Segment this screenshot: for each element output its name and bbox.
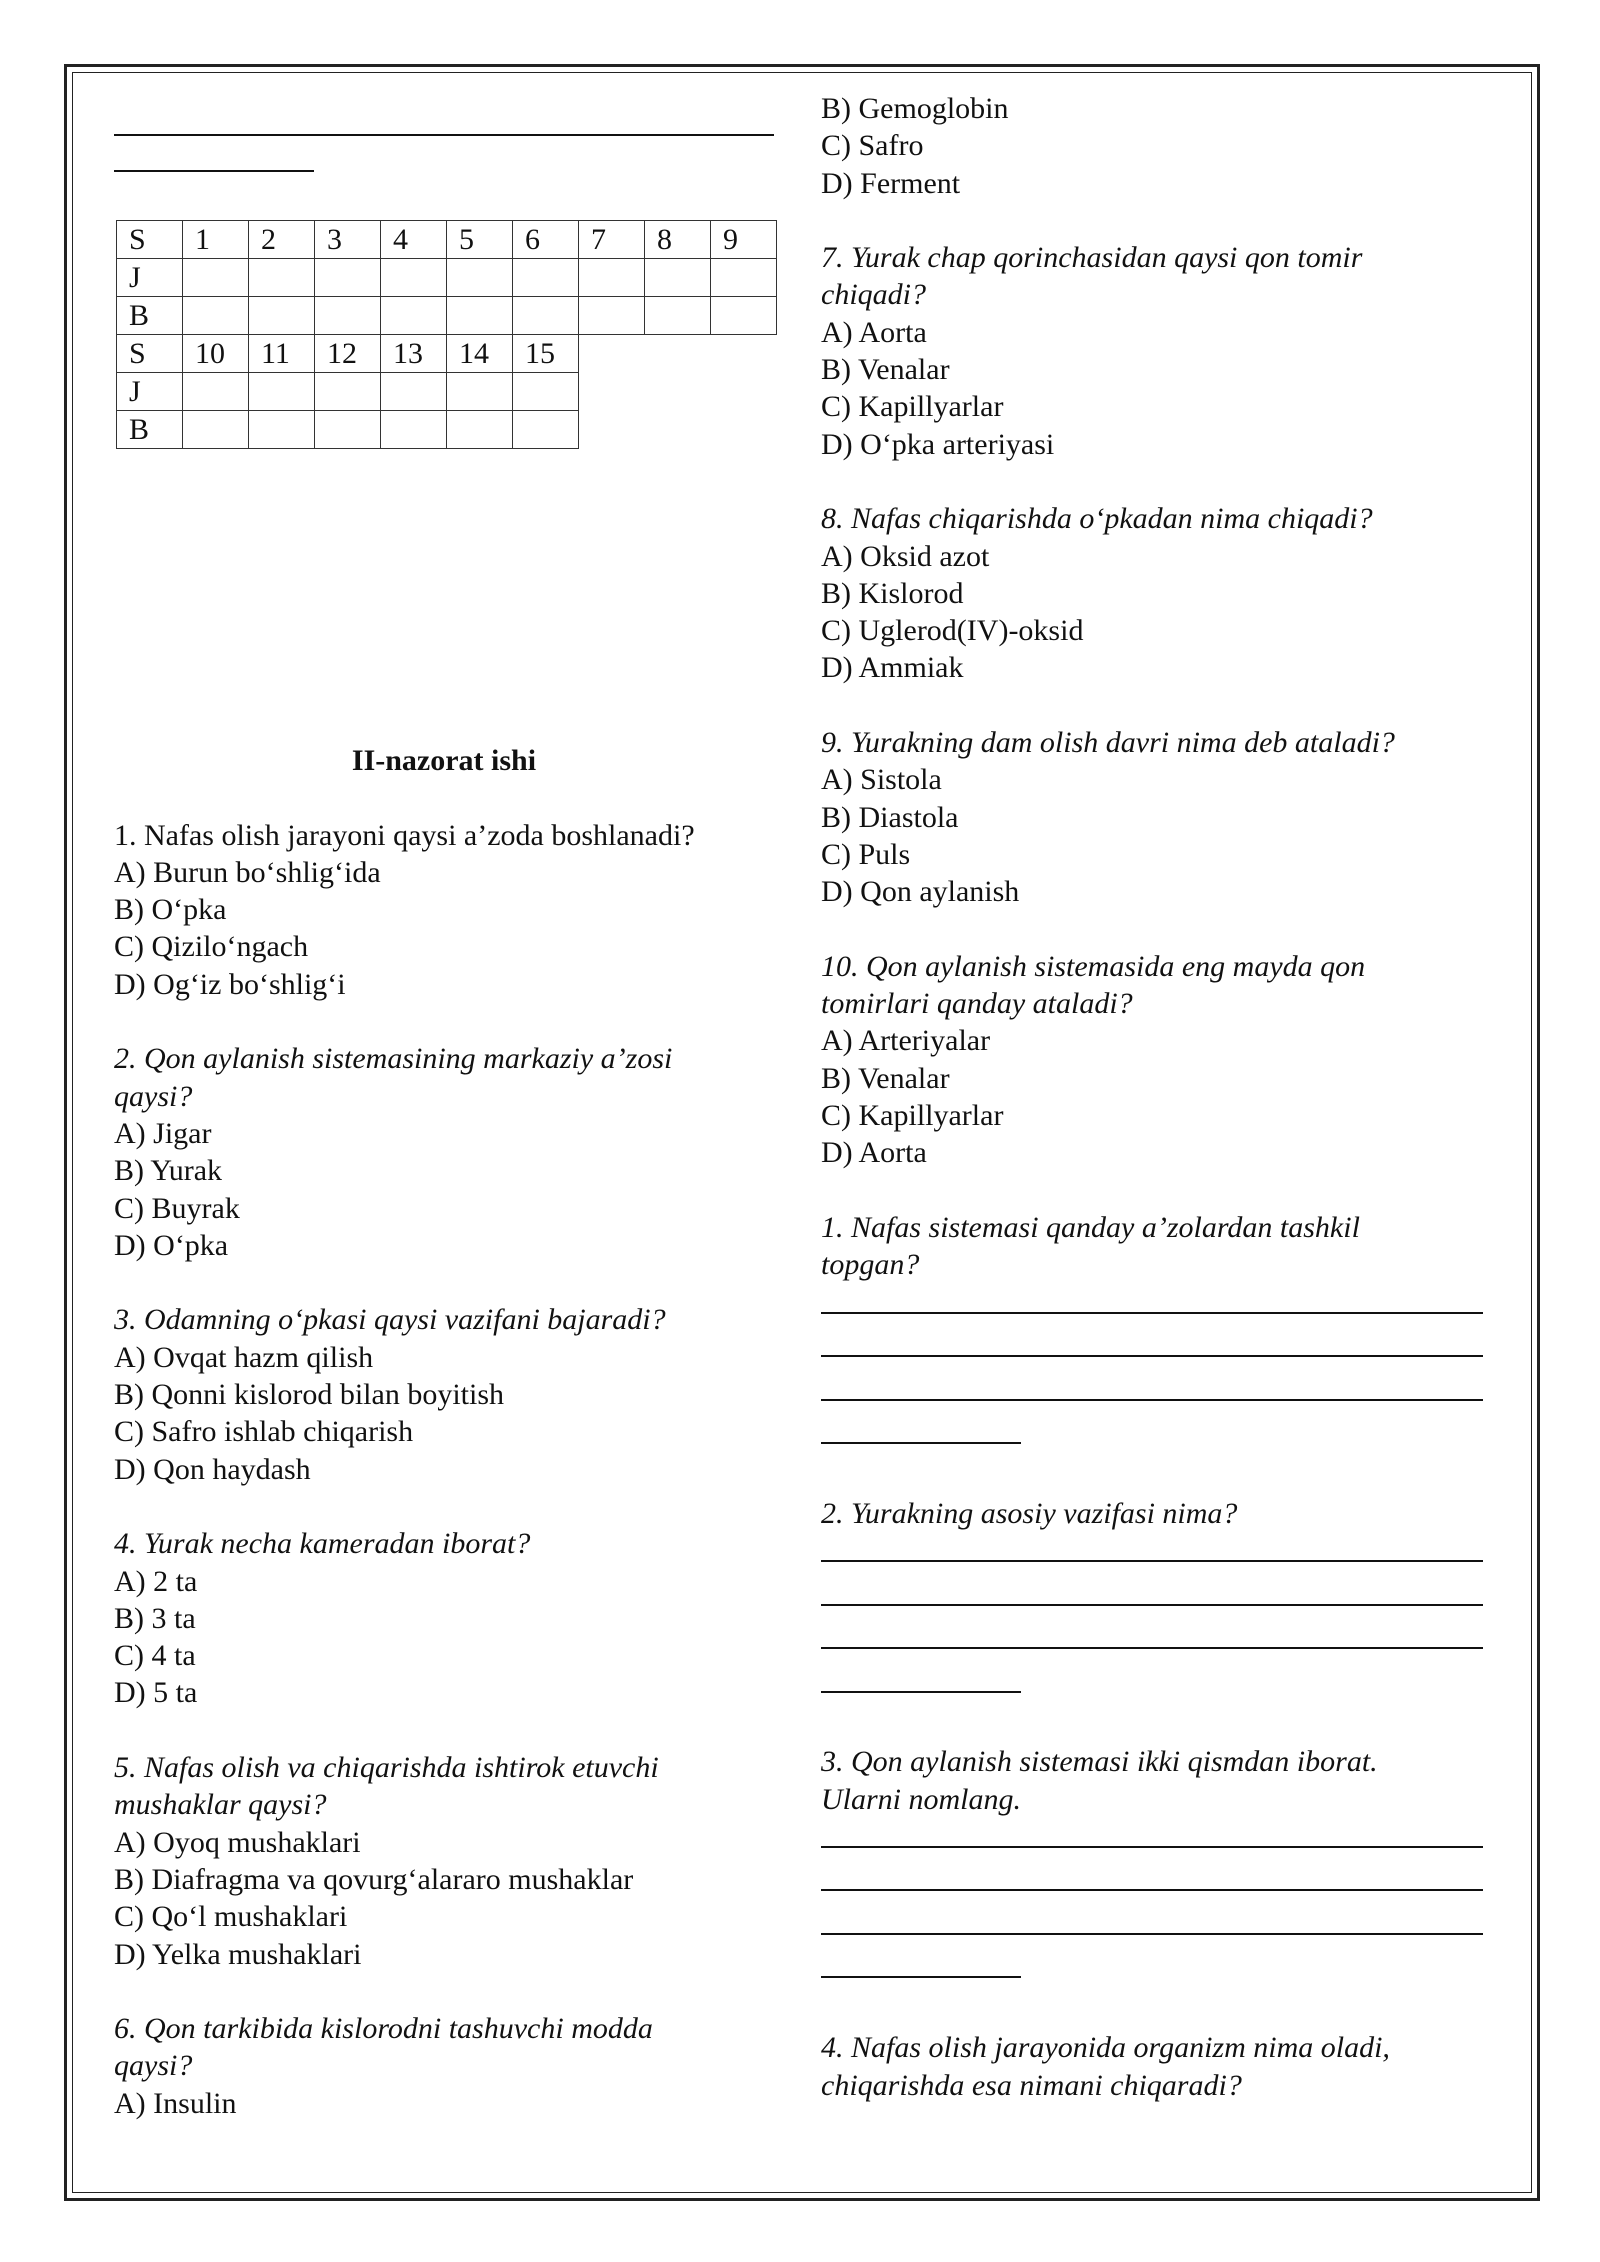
answer-grid-cell: 7 bbox=[579, 221, 645, 259]
answer-grid-cell bbox=[645, 297, 711, 335]
answer-grid-empty bbox=[645, 411, 711, 449]
question-text: tomirlari qanday ataladi? bbox=[821, 987, 1133, 1021]
answer-line bbox=[821, 1414, 1021, 1444]
open-questions bbox=[821, 1209, 1483, 2104]
answer-grid-cell: 2 bbox=[249, 221, 315, 259]
answer-option: A) Insulin bbox=[114, 2086, 237, 2120]
answer-option: B) O‘pka bbox=[114, 893, 227, 927]
answer-line bbox=[821, 1948, 1021, 1978]
answer-grid-cell: 1 bbox=[183, 221, 249, 259]
open-question-text: 1. Nafas sistemasi qanday a’zolardan tashkil bbox=[821, 1210, 1360, 1244]
left-column bbox=[114, 90, 774, 186]
answer-option: B) 3 ta bbox=[114, 1601, 196, 1635]
answer-option: A) Burun bo‘shlig‘ida bbox=[114, 855, 381, 889]
answer-grid-cell bbox=[315, 259, 381, 297]
question-text: 6. Qon tarkibida kislorodni tashuvchi modda bbox=[114, 2012, 653, 2046]
answer-grid-cell bbox=[381, 259, 447, 297]
answer-option: A) Sistola bbox=[821, 763, 942, 797]
answer-line bbox=[821, 1619, 1483, 1649]
answer-grid-row bbox=[117, 335, 777, 373]
answer-grid-cell: 8 bbox=[645, 221, 711, 259]
answer-option: C) 4 ta bbox=[114, 1639, 196, 1673]
answer-grid-cell bbox=[315, 411, 381, 449]
answer-option: B) Diastola bbox=[821, 800, 959, 834]
answer-option: C) Safro ishlab chiqarish bbox=[114, 1415, 414, 1449]
answer-line-short bbox=[114, 148, 314, 172]
answer-option: A) Ovqat hazm qilish bbox=[114, 1340, 374, 1374]
answer-option: C) Qo‘l mushaklari bbox=[114, 1900, 348, 1934]
answer-grid-cell bbox=[447, 297, 513, 335]
answer-line bbox=[821, 1818, 1483, 1848]
question-text: 8. Nafas chiqarishda o‘pkadan nima chiqadi? bbox=[821, 502, 1373, 536]
answer-line bbox=[821, 1371, 1483, 1401]
answer-grid-empty bbox=[711, 373, 777, 411]
answer-line bbox=[821, 1284, 1483, 1314]
answer-grid-cell bbox=[447, 411, 513, 449]
answer-option: A) Arteriyalar bbox=[821, 1024, 991, 1058]
question-text: 2. Qon aylanish sistemasining markaziy a’zosi bbox=[114, 1042, 673, 1076]
answer-option: C) Puls bbox=[821, 837, 911, 871]
answer-line bbox=[821, 1905, 1483, 1935]
answer-grid-cell bbox=[183, 259, 249, 297]
answer-grid-cell bbox=[645, 259, 711, 297]
answer-option: D) Ferment bbox=[821, 166, 961, 200]
answer-option: B) Venalar bbox=[821, 353, 950, 387]
open-question-text: 2. Yurakning asosiy vazifasi nima? bbox=[821, 1496, 1238, 1530]
answer-grid-cell bbox=[447, 373, 513, 411]
answer-grid-cell bbox=[513, 259, 579, 297]
answer-line bbox=[821, 1663, 1021, 1693]
answer-grid-cell bbox=[579, 259, 645, 297]
answer-grid-cell: 5 bbox=[447, 221, 513, 259]
answer-grid-cell: J bbox=[117, 373, 183, 411]
answer-grid-cell: 13 bbox=[381, 335, 447, 373]
open-question-text: 4. Nafas olish jarayonida organizm nima oladi, bbox=[821, 2031, 1390, 2065]
answer-line bbox=[821, 1861, 1483, 1891]
question-text: 7. Yurak chap qorinchasidan qaysi qon tomir bbox=[821, 241, 1363, 275]
answer-option: D) Og‘iz bo‘shlig‘i bbox=[114, 967, 346, 1001]
answer-option: D) Yelka mushaklari bbox=[114, 1937, 362, 1971]
answer-grid-cell bbox=[711, 259, 777, 297]
answer-grid-cell: S bbox=[117, 335, 183, 373]
answer-grid-cell bbox=[249, 297, 315, 335]
answer-grid-row bbox=[117, 259, 777, 297]
answer-grid-row bbox=[117, 411, 777, 449]
answer-grid-empty bbox=[579, 335, 645, 373]
answer-grid-cell bbox=[381, 297, 447, 335]
answer-grid-cell bbox=[513, 411, 579, 449]
answer-line bbox=[821, 1327, 1483, 1357]
question-text: 9. Yurakning dam olish davri nima deb ataladi? bbox=[821, 726, 1395, 760]
question-text: 1. Nafas olish jarayoni qaysi a’zoda boshlanadi? bbox=[114, 818, 695, 852]
answer-grid bbox=[116, 220, 777, 449]
answer-grid-cell: S bbox=[117, 221, 183, 259]
answer-line bbox=[821, 1576, 1483, 1606]
answer-option: B) Yurak bbox=[114, 1154, 223, 1188]
question-6-options-continued bbox=[821, 90, 1483, 202]
answer-grid-cell bbox=[447, 259, 513, 297]
right-questions bbox=[821, 239, 1483, 1209]
answer-grid-cell: 6 bbox=[513, 221, 579, 259]
open-question-text: chiqarishda esa nimani chiqaradi? bbox=[821, 2068, 1242, 2102]
question-text: chiqadi? bbox=[821, 278, 926, 312]
answer-grid-cell bbox=[183, 373, 249, 411]
answer-grid-cell bbox=[513, 373, 579, 411]
answer-grid-cell bbox=[381, 411, 447, 449]
answer-grid-cell: 9 bbox=[711, 221, 777, 259]
answer-option: C) Kapillyarlar bbox=[821, 1099, 1004, 1133]
answer-grid-cell bbox=[315, 297, 381, 335]
answer-option: A) Oksid azot bbox=[821, 539, 990, 573]
answer-option: D) O‘pka bbox=[114, 1228, 229, 1262]
open-question-text: topgan? bbox=[821, 1248, 920, 1282]
answer-grid-cell: 3 bbox=[315, 221, 381, 259]
question-text: qaysi? bbox=[114, 2049, 193, 2083]
question-text: mushaklar qaysi? bbox=[114, 1788, 327, 1822]
answer-grid-cell: B bbox=[117, 411, 183, 449]
answer-grid-cell bbox=[381, 373, 447, 411]
answer-option: D) Qon aylanish bbox=[821, 875, 1020, 909]
answer-option: B) Kislorod bbox=[821, 576, 964, 610]
answer-option: C) Qizilo‘ngach bbox=[114, 930, 309, 964]
answer-option: C) Buyrak bbox=[114, 1191, 240, 1225]
answer-option: D) 5 ta bbox=[114, 1676, 198, 1710]
answer-grid-cell bbox=[183, 297, 249, 335]
open-question-text: 3. Qon aylanish sistemasi ikki qismdan iborat. bbox=[821, 1745, 1378, 1779]
open-question-text: Ularni nomlang. bbox=[821, 1782, 1022, 1816]
answer-grid-cell bbox=[249, 373, 315, 411]
answer-grid-cell: 10 bbox=[183, 335, 249, 373]
answer-grid-cell bbox=[579, 297, 645, 335]
answer-option: D) Aorta bbox=[821, 1136, 927, 1170]
answer-option: C) Kapillyarlar bbox=[821, 390, 1004, 424]
left-questions bbox=[114, 817, 774, 2160]
answer-grid-empty bbox=[711, 411, 777, 449]
answer-grid-row bbox=[117, 297, 777, 335]
answer-option: D) Qon haydash bbox=[114, 1452, 311, 1486]
question-text: 10. Qon aylanish sistemasida eng mayda qon bbox=[821, 949, 1366, 983]
answer-option: B) Diafragma va qovurg‘alararo mushaklar bbox=[114, 1862, 634, 1896]
answer-option: C) Safro bbox=[821, 129, 924, 163]
answer-grid-empty bbox=[579, 373, 645, 411]
question-text: 5. Nafas olish va chiqarishda ishtirok etuvchi bbox=[114, 1751, 659, 1785]
answer-grid-cell bbox=[249, 259, 315, 297]
answer-grid-cell bbox=[315, 373, 381, 411]
answer-grid-cell bbox=[183, 411, 249, 449]
answer-grid-cell: J bbox=[117, 259, 183, 297]
answer-grid-cell bbox=[249, 411, 315, 449]
answer-grid-cell: B bbox=[117, 297, 183, 335]
answer-option: A) 2 ta bbox=[114, 1564, 198, 1598]
question-text: qaysi? bbox=[114, 1079, 193, 1113]
question-text: 4. Yurak necha kameradan iborat? bbox=[114, 1527, 531, 1561]
answer-option: A) Aorta bbox=[821, 315, 927, 349]
answer-grid-row bbox=[117, 221, 777, 259]
answer-grid-cell: 14 bbox=[447, 335, 513, 373]
answer-option: D) O‘pka arteriyasi bbox=[821, 427, 1055, 461]
answer-option: C) Uglerod(IV)-oksid bbox=[821, 614, 1084, 648]
answer-grid-cell: 12 bbox=[315, 335, 381, 373]
section-title: II-nazorat ishi bbox=[351, 744, 537, 777]
answer-grid-cell: 4 bbox=[381, 221, 447, 259]
answer-option: D) Ammiak bbox=[821, 651, 964, 685]
answer-option: A) Oyoq mushaklari bbox=[114, 1825, 361, 1859]
answer-grid-empty bbox=[579, 411, 645, 449]
answer-option: B) Gemoglobin bbox=[821, 92, 1009, 125]
answer-grid-empty bbox=[711, 335, 777, 373]
answer-grid-row bbox=[117, 373, 777, 411]
answer-line bbox=[821, 1532, 1483, 1562]
answer-grid-cell: 11 bbox=[249, 335, 315, 373]
question-text: 3. Odamning o‘pkasi qaysi vazifani bajaradi? bbox=[114, 1303, 666, 1337]
test-section bbox=[114, 742, 774, 2159]
answer-option: B) Qonni kislorod bilan boyitish bbox=[114, 1378, 504, 1412]
answer-grid-cell bbox=[513, 297, 579, 335]
right-column bbox=[821, 90, 1483, 2104]
answer-option: A) Jigar bbox=[114, 1116, 212, 1150]
answer-grid-cell: 15 bbox=[513, 335, 579, 373]
answer-grid-cell bbox=[711, 297, 777, 335]
answer-grid-empty bbox=[645, 373, 711, 411]
answer-line bbox=[114, 90, 774, 136]
answer-option: B) Venalar bbox=[821, 1061, 950, 1095]
answer-grid-empty bbox=[645, 335, 711, 373]
